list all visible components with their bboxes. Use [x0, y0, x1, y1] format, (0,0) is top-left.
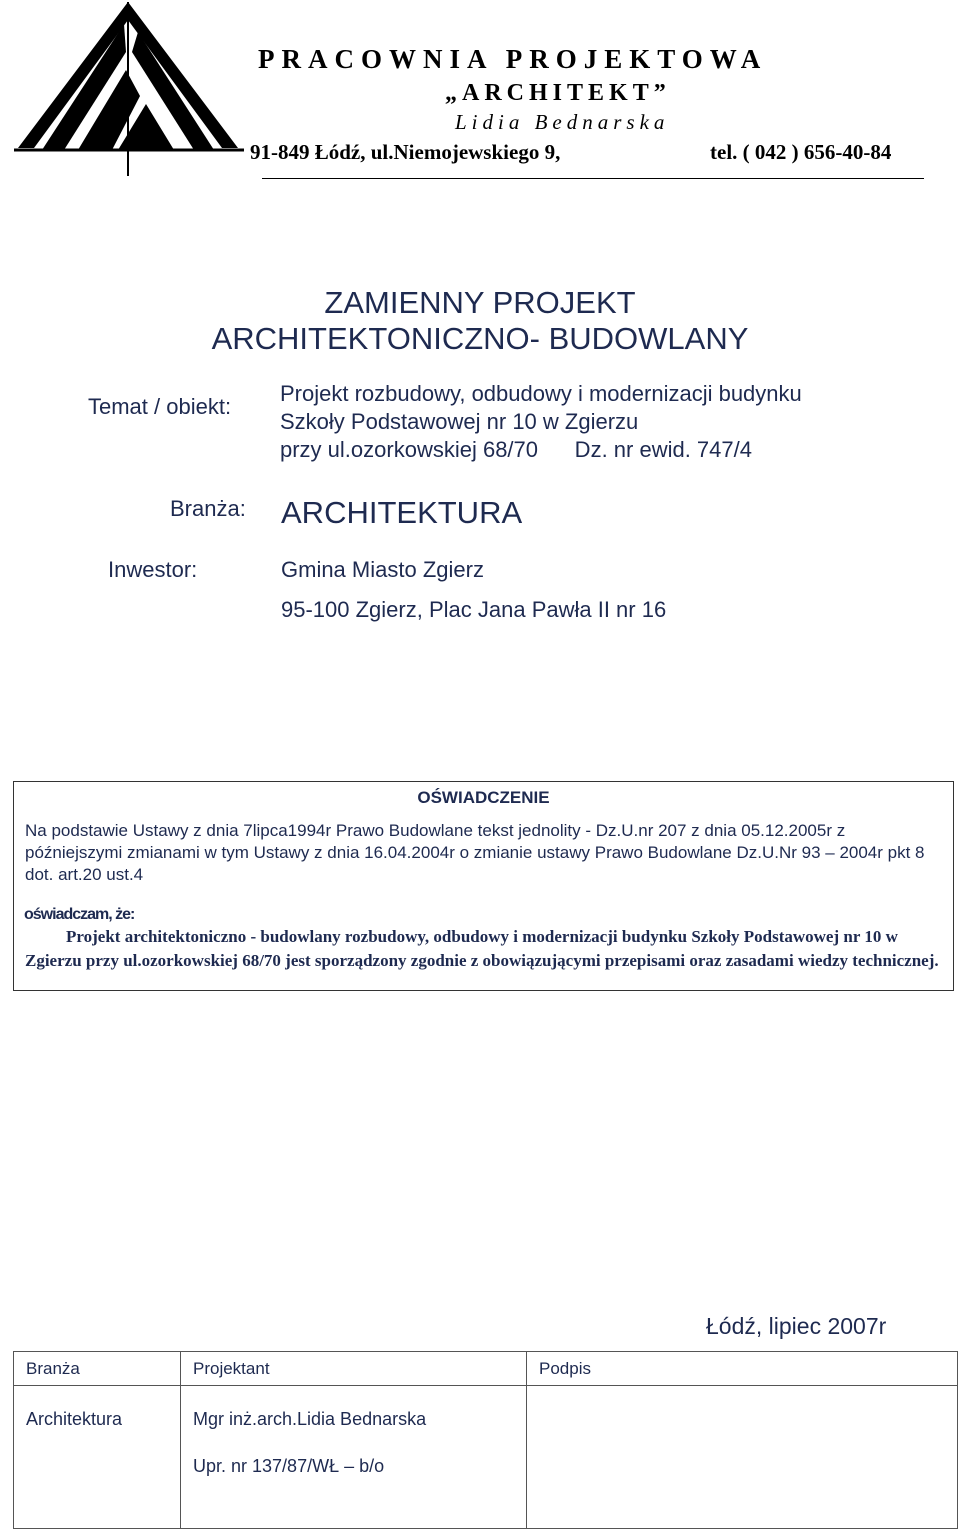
- letterhead-divider: [262, 178, 924, 179]
- subject-line3: przy ul.ozorkowskiej 68/70 Dz. nr ewid. 747/4: [280, 437, 752, 462]
- branch-label: Branża:: [170, 496, 246, 521]
- signature-table-header: [14, 1352, 958, 1386]
- cell-branch: [14, 1386, 181, 1529]
- branch-value: ARCHITEKTURA: [281, 495, 523, 530]
- investor-address: 95-100 Zgierz, Plac Jana Pawła II nr 16: [281, 597, 667, 622]
- header-designer: Projektant: [181, 1352, 527, 1386]
- letterhead-firm-name: PRACOWNIA PROJEKTOWA: [258, 44, 768, 74]
- document-title-line2: ARCHITEKTONICZNO- BUDOWLANY: [211, 321, 749, 356]
- subject-line1: Projekt rozbudowy, odbudowy i modernizacji budynku: [280, 381, 802, 406]
- investor-name: Gmina Miasto Zgierz: [281, 557, 484, 582]
- subject-line2: Szkoły Podstawowej nr 10 w Zgierzu: [280, 409, 639, 434]
- designer-name: Mgr inż.arch.Lidia Bednarska: [193, 1409, 427, 1429]
- letterhead-contact: [250, 140, 892, 165]
- company-logo: [14, 0, 244, 180]
- declaration-box: [13, 781, 954, 991]
- declaration-statement: Projekt architektoniczno - budowlany rozbudowy, odbudowy i modernizacji budynku Szkoły Podstawowej nr 10 w Zgierzu przy ul.ozorkowskiej 68/70 jest sporządzony zgodnie z obowiązującymi przepisami oraz zasadami wiedzy technicznej.: [25, 927, 939, 970]
- header-branch: Branża: [14, 1352, 181, 1386]
- header-signature: Podpis: [527, 1352, 958, 1386]
- branch-cell-value: Architektura: [26, 1409, 123, 1429]
- place-date: Łódź, lipiec 2007r: [706, 1313, 887, 1339]
- signature-table: [13, 1351, 958, 1529]
- cell-signature: [527, 1386, 958, 1529]
- subject-label: Temat / obiekt:: [88, 394, 232, 419]
- cell-designer: [181, 1386, 527, 1529]
- declaration-legal-basis: Na podstawie Ustawy z dnia 7lipca1994r Prawo Budowlane tekst jednolity - Dz.U.nr 207 z dnia 05.12.2005r z późniejszymi zmianami w tym Ustawy z dnia 16.04.2004r o zmianie ustawy Prawo Budowlane Dz.U.Nr 93 – 2004r pkt 8 dot. art.20 ust.4: [25, 821, 925, 884]
- declaration-heading: OŚWIADCZENIE: [417, 788, 550, 807]
- designer-license: Upr. nr 137/87/WŁ – b/o: [193, 1456, 385, 1476]
- letterhead-owner: Lidia Bednarska: [455, 110, 670, 134]
- declaration-declare: oświadczam, że:: [24, 906, 135, 923]
- letterhead-address: 91-849 Łódź, ul.Niemojewskiego 9,: [250, 140, 561, 164]
- document-title-line1: ZAMIENNY PROJEKT: [324, 285, 636, 320]
- investor-label: Inwestor:: [108, 557, 198, 582]
- letterhead-phone: tel. ( 042 ) 656-40-84: [710, 140, 892, 164]
- signature-table-row: [14, 1386, 958, 1529]
- declaration-statement-block: [25, 925, 950, 973]
- letterhead-firm-subtitle: „ARCHITEKT”: [445, 80, 671, 106]
